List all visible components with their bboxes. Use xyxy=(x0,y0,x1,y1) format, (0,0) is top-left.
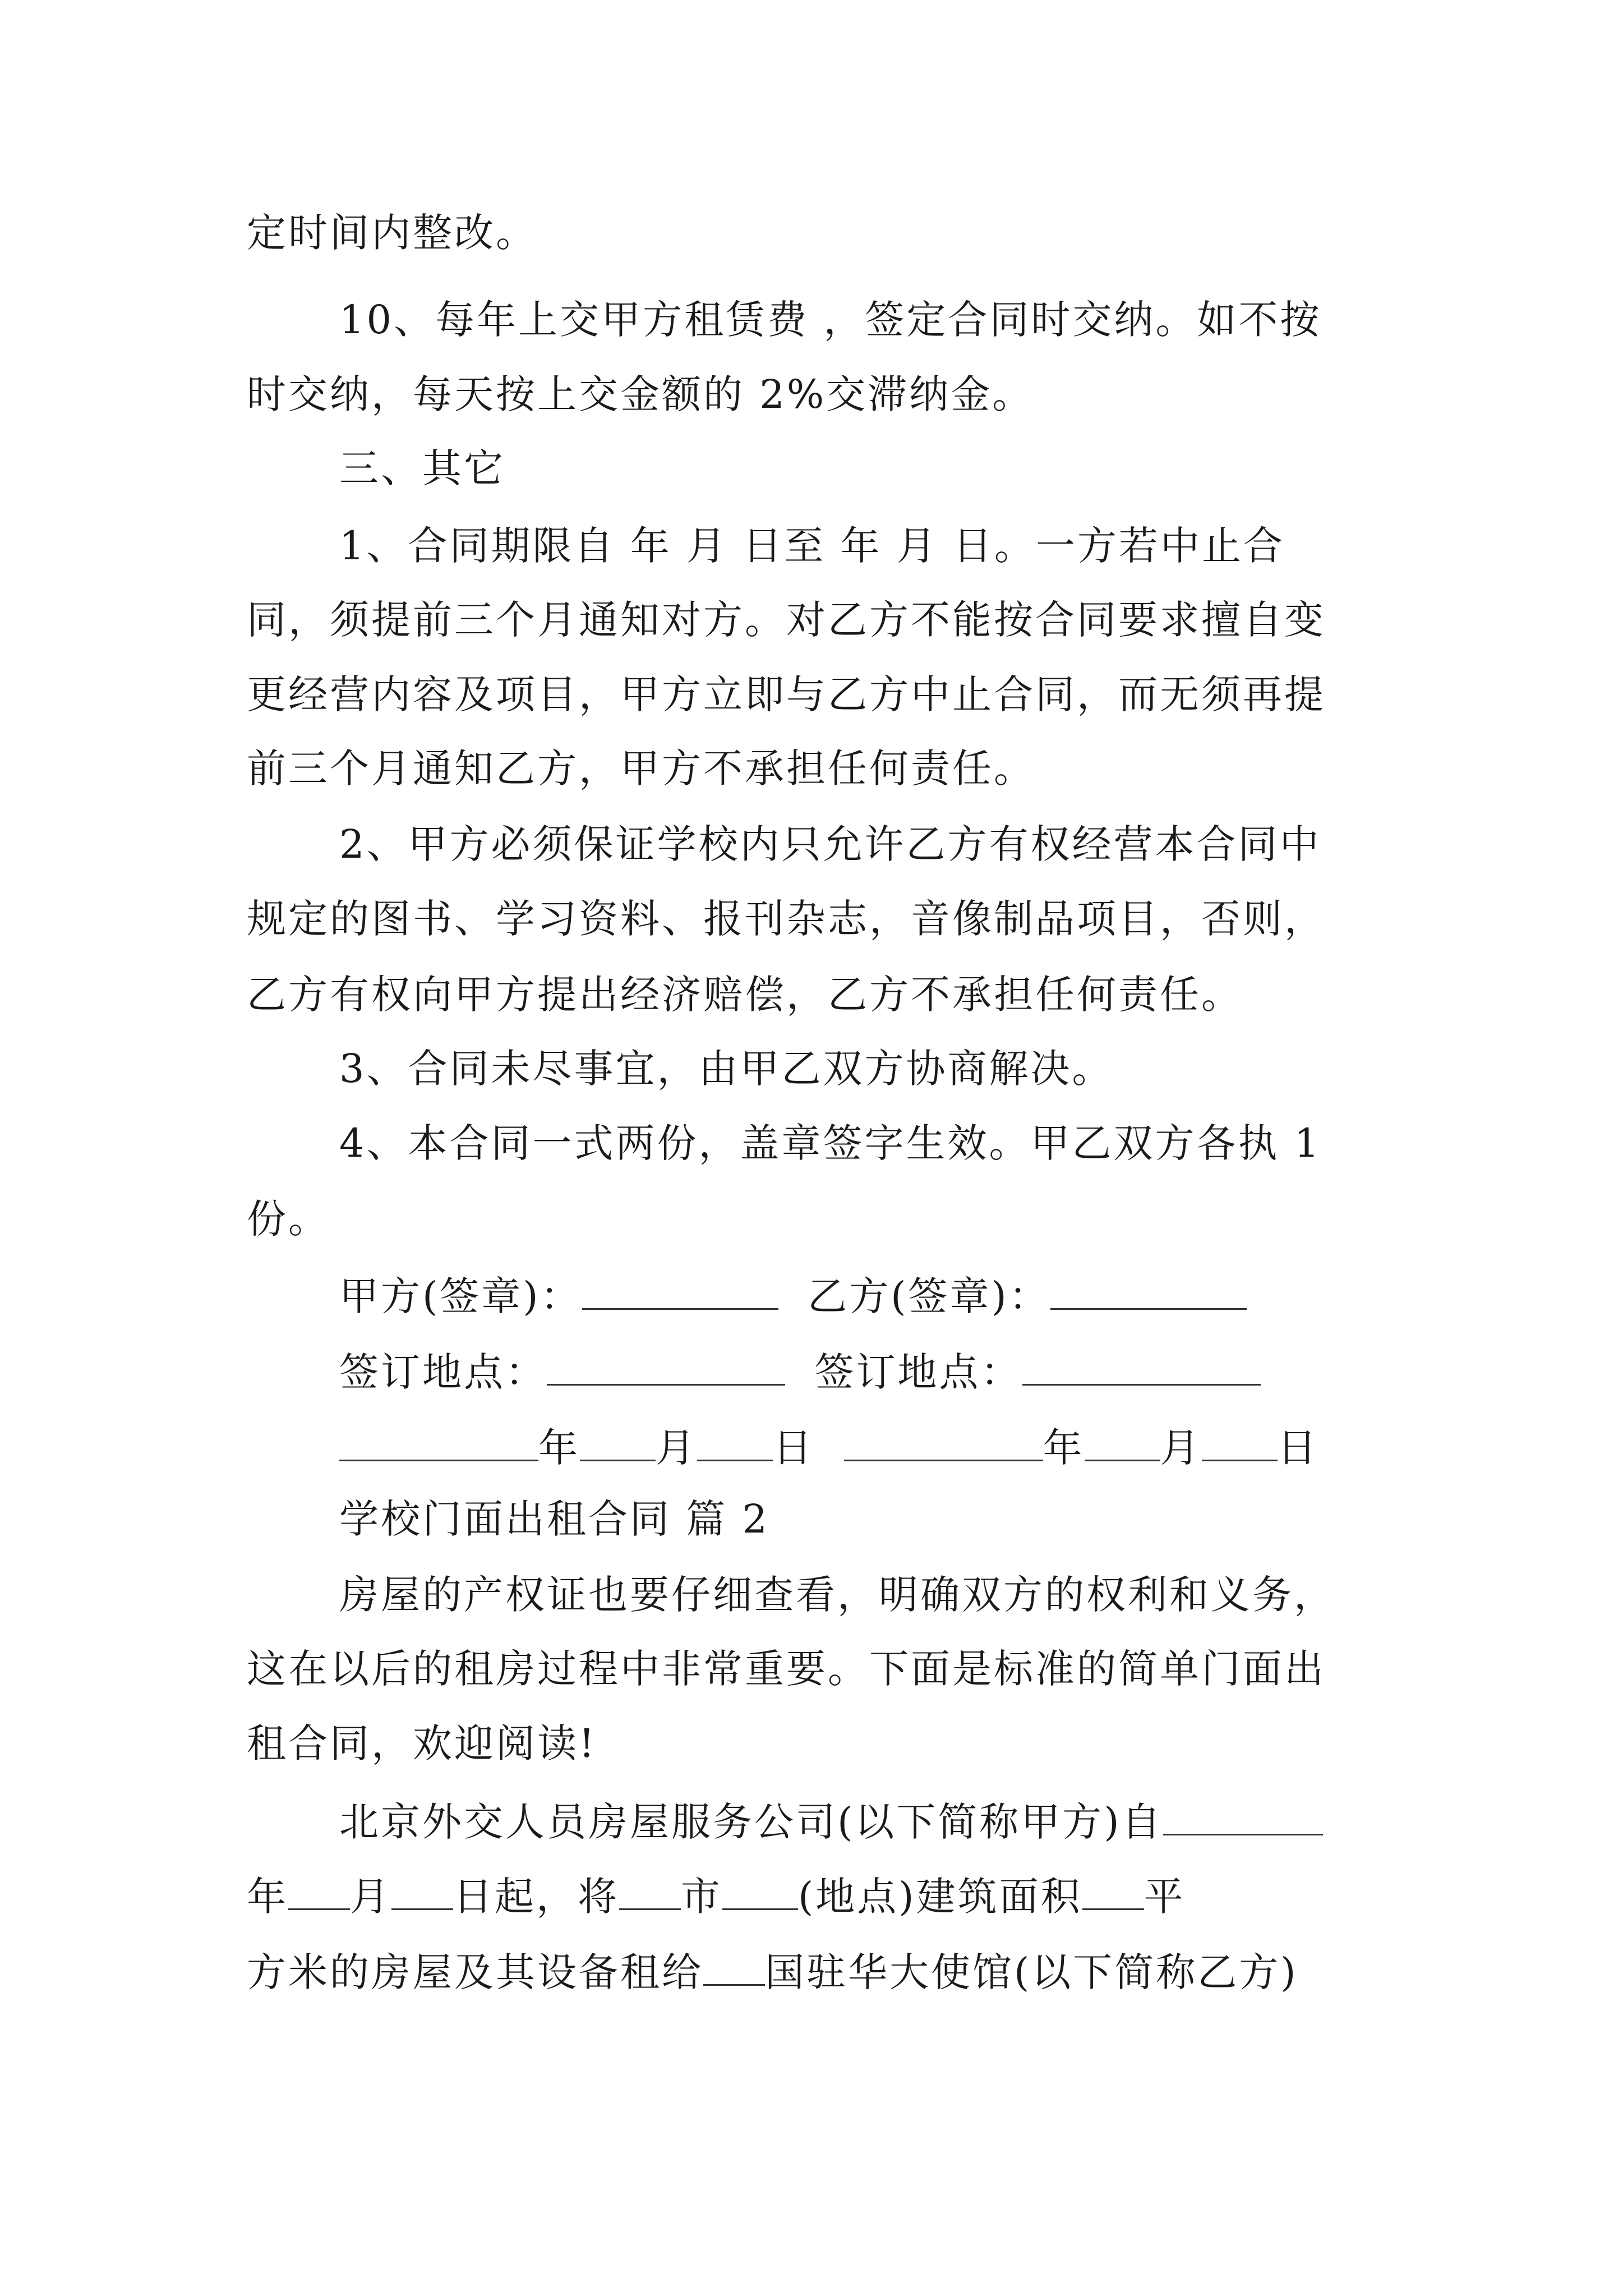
line-text: 方米的房屋及其设备租给 xyxy=(247,1949,703,1995)
place-a-label: 签订地点： xyxy=(339,1349,547,1395)
month-blank xyxy=(288,1874,350,1910)
place-b-blank xyxy=(1022,1349,1261,1386)
start-year-blank xyxy=(1163,1799,1323,1835)
place-b-label: 签订地点： xyxy=(814,1349,1022,1395)
month-a-blank xyxy=(580,1425,656,1461)
month-b-blank xyxy=(1085,1425,1160,1461)
day-blank xyxy=(391,1874,453,1910)
paragraph-line: 2、甲方必须保证学校内只允许乙方有权经营本合同中 xyxy=(339,821,1321,867)
paragraph-line: 乙方有权向甲方提出经济赔偿，乙方不承担任何责任。 xyxy=(247,972,1243,1018)
paragraph-line: 时交纳，每天按上交金额的 2%交滞纳金。 xyxy=(247,371,1034,417)
party-a-sign-blank xyxy=(582,1273,778,1310)
city-label: 市 xyxy=(681,1874,722,1920)
paragraph-line: 3、合同未尽事宜，由甲乙双方协商解决。 xyxy=(339,1046,1114,1092)
paragraph-line: 这在以后的租房过程中非常重要。下面是标准的简单门面出 xyxy=(247,1646,1326,1692)
place-a-blank xyxy=(547,1349,785,1386)
line-text: 平 xyxy=(1144,1874,1186,1920)
party-b-sign-blank xyxy=(1050,1273,1247,1310)
day-a-blank xyxy=(697,1425,773,1461)
party-b-sign-label: 乙方(签章)： xyxy=(808,1273,1050,1319)
year-b-blank xyxy=(844,1425,1043,1461)
paragraph-line: 10、每年上交甲方租赁费 ，签定合同时交纳。如不按 xyxy=(339,297,1322,343)
city-blank xyxy=(619,1874,681,1910)
country-blank xyxy=(703,1949,765,1986)
day-b-blank xyxy=(1202,1425,1278,1461)
line-text: (地点)建筑面积 xyxy=(798,1874,1082,1920)
paragraph-line: 定时间内整改。 xyxy=(247,210,537,256)
month-label: 月 xyxy=(350,1874,391,1920)
location-blank xyxy=(722,1874,798,1910)
paragraph-line: 4、本合同一式两份，盖章签字生效。甲乙双方各执 1 xyxy=(339,1120,1322,1166)
day-a-label: 日 xyxy=(773,1425,814,1471)
section-heading: 三、其它 xyxy=(339,445,505,491)
date-row xyxy=(339,1425,1319,1471)
paragraph-line: 前三个月通知乙方，甲方不承担任何责任。 xyxy=(247,746,1035,792)
paragraph-line xyxy=(247,1874,1186,1920)
paragraph-line: 份。 xyxy=(247,1196,330,1242)
month-b-label: 月 xyxy=(1160,1425,1202,1471)
paragraph-line: 房屋的产权证也要仔细查看，明确双方的权利和义务， xyxy=(339,1572,1335,1618)
party-a-sign-label: 甲方(签章)： xyxy=(339,1273,582,1319)
paragraph-line: 规定的图书、学习资料、报刊杂志，音像制品项目，否则， xyxy=(247,896,1326,942)
day-b-label: 日 xyxy=(1277,1425,1319,1471)
year-b-label: 年 xyxy=(1043,1425,1085,1471)
year-a-label: 年 xyxy=(538,1425,580,1471)
line-text: 国驻华大使馆(以下简称乙方) xyxy=(765,1949,1298,1995)
year-a-blank xyxy=(339,1425,538,1461)
month-a-label: 月 xyxy=(656,1425,697,1471)
paragraph-line: 租合同，欢迎阅读! xyxy=(247,1720,597,1766)
year-label: 年 xyxy=(247,1874,288,1920)
paragraph-line xyxy=(339,1799,1323,1845)
article-heading: 学校门面出租合同 篇 2 xyxy=(339,1496,770,1542)
signing-place-row xyxy=(339,1349,1261,1395)
paragraph-line: 1、合同期限自 年 月 日至 年 月 日。一方若中止合 xyxy=(339,523,1285,569)
paragraph-line xyxy=(247,1949,1298,1995)
paragraph-line: 同，须提前三个月通知对方。对乙方不能按合同要求擅自变 xyxy=(247,597,1326,643)
line-text: 日起，将 xyxy=(453,1874,619,1920)
signature-row xyxy=(339,1273,1247,1319)
line-text: 北京外交人员房屋服务公司(以下简称甲方)自 xyxy=(339,1799,1163,1845)
area-blank xyxy=(1082,1874,1144,1910)
paragraph-line: 更经营内容及项目，甲方立即与乙方中止合同，而无须再提 xyxy=(247,671,1326,717)
